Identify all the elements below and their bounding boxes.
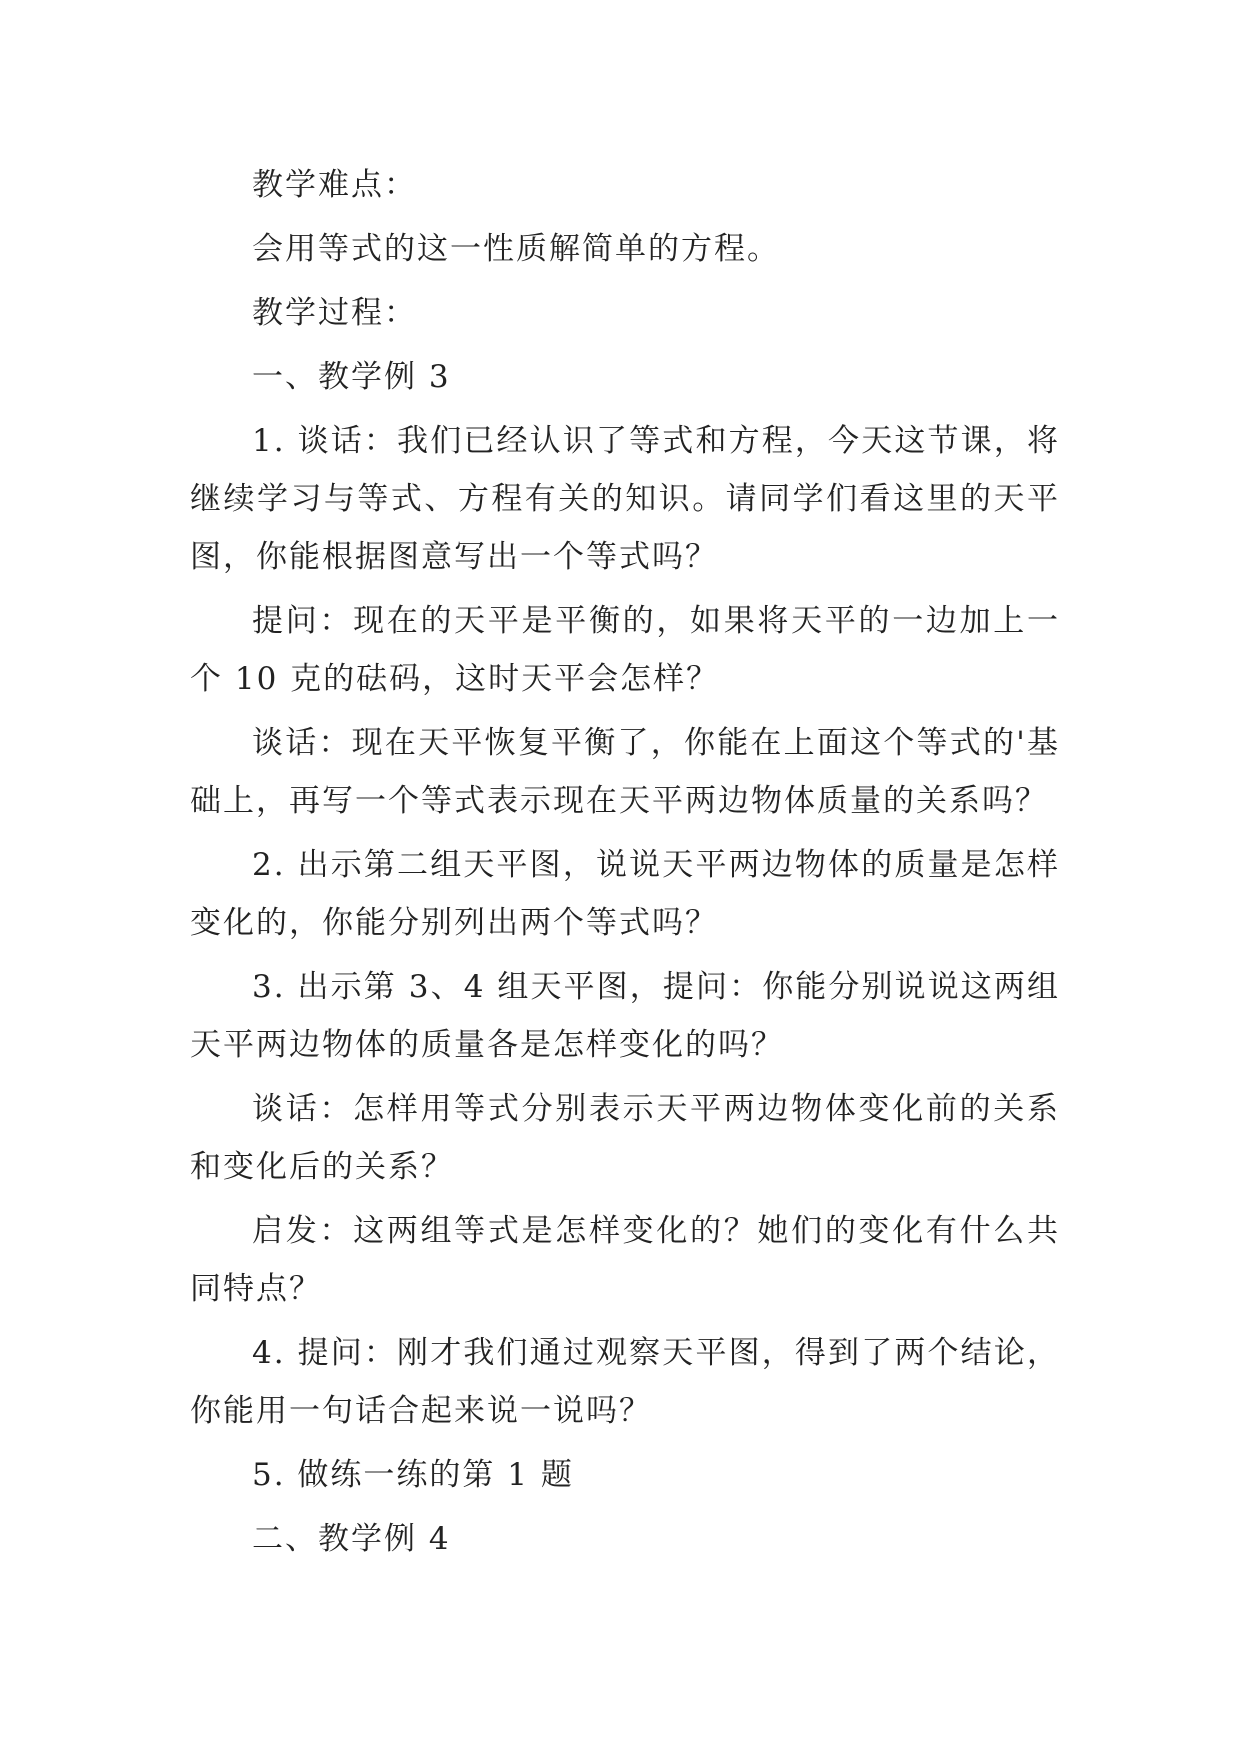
paragraph-talk-balance-restored: 谈话：现在天平恢复平衡了，你能在上面这个等式的'基础上，再写一个等式表示现在天平两边物体质量的关系吗？ bbox=[190, 725, 1060, 819]
paragraph-difficulty-content: 会用等式的这一性质解简单的方程。 bbox=[252, 231, 780, 267]
paragraph-step-1-talk: 1. 谈话：我们已经认识了等式和方程，今天这节课，将继续学习与等式、方程有关的知识。请同学们看这里的天平图，你能根据图意写出一个等式吗？ bbox=[190, 423, 1060, 575]
paragraph-step-5: 5. 做练一练的第 1 题 bbox=[252, 1457, 574, 1493]
paragraph-step-2: 2. 出示第二组天平图，说说天平两边物体的质量是怎样变化的，你能分别列出两个等式吗？ bbox=[190, 847, 1060, 941]
paragraph-talk-equations: 谈话：怎样用等式分别表示天平两边物体变化前的关系和变化后的关系？ bbox=[190, 1091, 1060, 1185]
section-heading-example-3: 一、教学例 3 bbox=[252, 359, 451, 395]
paragraph-question-balance: 提问：现在的天平是平衡的，如果将天平的一边加上一个 10 克的砝码，这时天平会怎样？ bbox=[190, 603, 1060, 697]
paragraph-step-4: 4. 提问：刚才我们通过观察天平图，得到了两个结论，你能用一句话合起来说一说吗？ bbox=[190, 1335, 1060, 1429]
document-page bbox=[190, 156, 1060, 1574]
paragraph-inspire: 启发：这两组等式是怎样变化的？她们的变化有什么共同特点？ bbox=[190, 1213, 1060, 1307]
heading-teaching-difficulty: 教学难点： bbox=[252, 167, 417, 203]
paragraph-step-3: 3. 出示第 3、4 组天平图，提问：你能分别说说这两组天平两边物体的质量各是怎样变化的吗？ bbox=[190, 969, 1060, 1063]
section-heading-example-4: 二、教学例 4 bbox=[252, 1521, 451, 1557]
heading-teaching-process: 教学过程： bbox=[252, 295, 417, 331]
